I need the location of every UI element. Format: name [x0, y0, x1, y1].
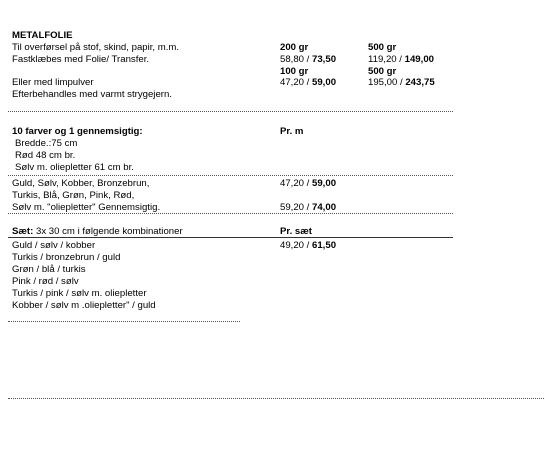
col1-header-1: 200 gr — [280, 42, 309, 53]
saet-combo-1: Guld / sølv / kobber — [12, 240, 96, 251]
farver-colors-1: Guld, Sølv, Kobber, Bronzebrun, — [12, 178, 150, 189]
farver-unit: Pr. m — [280, 126, 304, 137]
farver-title: 10 farver og 1 gennemsigtig: — [12, 126, 143, 137]
divider-2 — [8, 175, 453, 176]
col2-header-1: 500 gr — [368, 42, 397, 53]
divider-bottom — [8, 398, 544, 399]
saet-combo-6: Kobber / sølv m .oliepletter" / guld — [12, 300, 156, 311]
metalfolie-title: METALFOLIE — [12, 30, 73, 41]
metalfolie-desc-3: Eller med limpulver — [12, 77, 94, 88]
saet-combo-2: Turkis / bronzebrun / guld — [12, 252, 121, 263]
farver-price-1: 47,20 / 59,00 — [280, 178, 337, 189]
col1-price-2: 47,20 / 59,00 — [280, 77, 337, 88]
metalfolie-desc-4: Efterbehandles med varmt strygejern. — [12, 89, 172, 100]
saet-combo-4: Pink / rød / sølv — [12, 276, 79, 287]
divider-5 — [8, 321, 240, 322]
farver-red-width: Rød 48 cm br. — [15, 150, 76, 161]
col1-header-2: 100 gr — [280, 66, 309, 77]
saet-unit: Pr. sæt — [280, 226, 312, 237]
col2-price-2: 195,00 / 243,75 — [368, 77, 435, 88]
saet-combo-3: Grøn / blå / turkis — [12, 264, 86, 275]
divider-4 — [8, 237, 453, 238]
farver-colors-2: Turkis, Blå, Grøn, Pink, Rød, — [12, 190, 135, 201]
saet-price: 49,20 / 61,50 — [280, 240, 337, 251]
metalfolie-desc-1: Til overførsel på stof, skind, papir, m.m. — [12, 42, 180, 53]
farver-silver-width: Sølv m. oliepletter 61 cm br. — [15, 162, 134, 173]
col2-price-1: 119,20 / 149,00 — [368, 54, 434, 65]
saet-header: Sæt: 3x 30 cm i følgende kombinationer — [12, 226, 183, 237]
farver-price-2: 59,20 / 74,00 — [280, 202, 337, 213]
metalfolie-desc-2: Fastklæbes med Folie/ Transfer. — [12, 54, 150, 65]
saet-combo-5: Turkis / pink / sølv m. oliepletter — [12, 288, 147, 299]
farver-colors-3: Sølv m. "oliepletter" Gennemsigtig. — [12, 202, 161, 213]
divider-3 — [8, 213, 453, 214]
divider-1 — [8, 111, 453, 112]
farver-width: Bredde.:75 cm — [15, 138, 78, 149]
col1-price-1: 58,80 / 73,50 — [280, 54, 337, 65]
col2-header-2: 500 gr — [368, 66, 397, 77]
